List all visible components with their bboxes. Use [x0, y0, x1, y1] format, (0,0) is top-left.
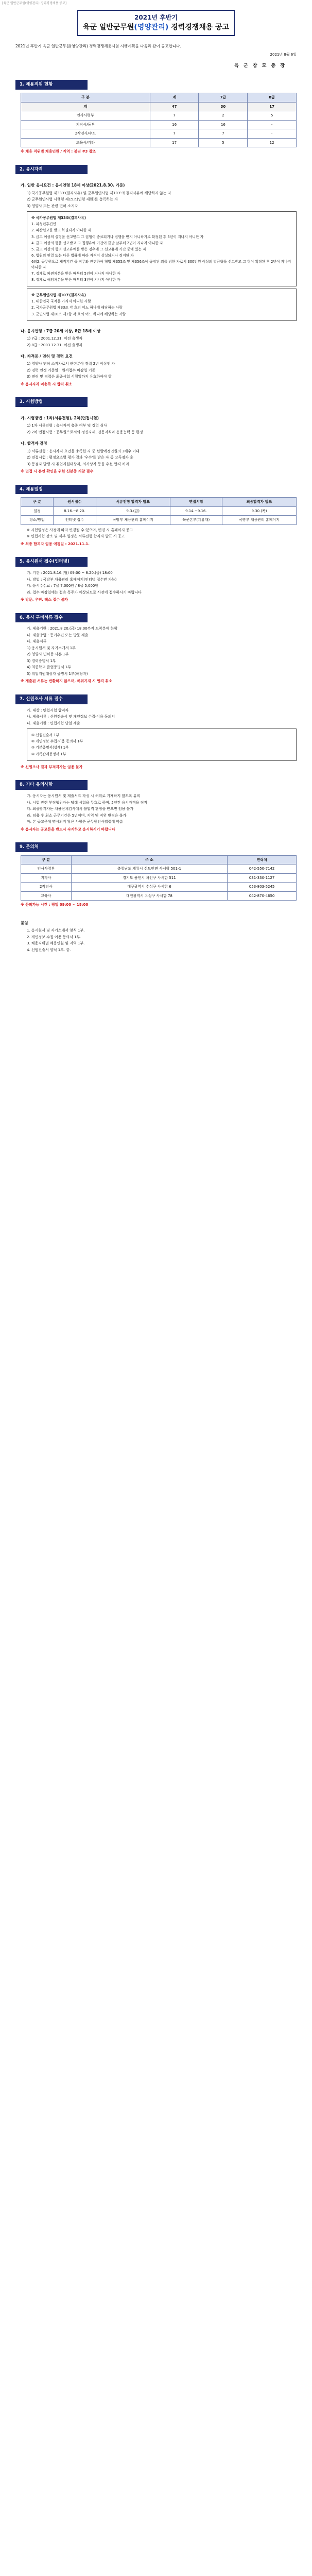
s3-sub1: 가. 시험방법 : 1차(서류전형), 2차(면접시험) [21, 416, 99, 421]
column-header: 주 소 [71, 855, 227, 865]
table-cell: 16 [199, 120, 248, 129]
section-heading-5: 5. 응시원서 접수(인터넷) [15, 557, 88, 567]
table-cell: 장소/방법 [21, 516, 54, 525]
section-body-4 [0, 494, 312, 547]
section-2-note: ※ 응시자격 미충족 시 합격 취소 [21, 382, 73, 386]
table-cell: 교육사 [21, 891, 72, 901]
text-line: 나. 제출서류 : 신원진술서 및 개인정보 수집·이용 동의서 [27, 715, 115, 719]
section-body-5 [0, 567, 312, 603]
text-line: 2. 개인정보 수집·이용 동의서 1부. [27, 935, 81, 939]
s2-sub2: 나. 응시연령 : 7급 20세 이상, 8급 18세 이상 [21, 328, 101, 333]
table-cell: 12 [248, 138, 297, 147]
table-cell: 교육사/기타 [21, 138, 150, 147]
text-line: 5) 취업지원대상자 증명서 1부(해당자) [27, 671, 88, 676]
page-title [81, 22, 231, 33]
section-4-note: ※ 최종 합격자 임용 예정일 : 2021.11.1. [21, 541, 90, 546]
table-cell: 2 [199, 111, 248, 121]
table-row [21, 129, 297, 139]
text-line: 3) 경력증명서 1부 [27, 658, 56, 663]
table-cell: 국방부 채용관리 홈페이지 [96, 516, 170, 525]
s3-sub2: 나. 합격자 결정 [21, 441, 47, 446]
column-header: 7급 [199, 93, 248, 103]
text-line: 1. 피성년후견인 [31, 222, 57, 227]
section-body-7 [0, 704, 312, 770]
text-line: 2) 8급 : 2003.12.31. 이전 출생자 [27, 343, 82, 347]
table-cell: 2작전사/수도 [21, 129, 150, 139]
contact-table [21, 855, 297, 901]
column-header: 구 분 [21, 855, 72, 865]
column-header: 면접시험 [170, 498, 222, 507]
section-6-note: ※ 제출된 서류는 반환하지 않으며, 허위기재 시 합격 취소 [21, 679, 112, 684]
text-line: 라. 임용 후 최소 근무기간은 5년이며, 지역 및 직위 변경은 불가 [27, 813, 127, 818]
table-cell: 9.3.(금) [96, 506, 170, 516]
text-line: 다. 최종합격자는 채용신체검사에서 불합격 판정을 받으면 임용 불가 [27, 807, 134, 811]
table-cell: 인터넷 접수 [53, 516, 96, 525]
table-cell: 17 [150, 138, 199, 147]
table-cell: 053-803-5245 [228, 883, 297, 892]
text-line: 7. 징계로 파면처분을 받은 때부터 5년이 지나지 아니한 자 [31, 271, 120, 276]
section-heading-4: 4. 채용일정 [15, 485, 88, 495]
text-line: 1) 서류전형 : 응시자격 요건을 충족한 자 중 선발예정인원의 3배수 이내 [27, 449, 140, 453]
column-header: 연락처 [228, 855, 297, 865]
table-row [21, 891, 297, 901]
text-line: 4. 금고 이상의 형을 선고받고 그 집행유예 기간이 끝난 날부터 2년이 지나지 아니한 자 [31, 241, 163, 245]
text-line: 4. 신원진술서 양식 1부. 끝. [27, 947, 71, 952]
text-line: 3. 군인사법 제10조 제2항 각 호의 어느 하나에 해당하는 사람 [31, 312, 126, 316]
text-line: 나. 방법 : 국방부 채용관리 홈페이지(인터넷 접수만 가능) [27, 577, 117, 582]
table-cell: 경기도 용인시 처인구 사서함 511 [71, 873, 227, 883]
column-header: 원서접수 [53, 498, 96, 507]
table-cell: 대구광역시 수성구 사서함 6 [71, 883, 227, 892]
text-line: ※ 시험일정은 사정에 따라 변경될 수 있으며, 변경 시 홈페이지 공고 [27, 528, 133, 532]
column-header: 서류전형 합격자 발표 [96, 498, 170, 507]
table-cell: 2작전사 [21, 883, 72, 892]
text-line: 나. 제출방법 : 등기우편 또는 방문 제출 [27, 633, 89, 637]
table-cell: 5 [248, 111, 297, 121]
section-body-1 [0, 90, 312, 155]
box2-title: ※ 군무원인사법 제10조(결격사유) [31, 293, 86, 298]
table-cell: 16 [150, 120, 199, 129]
text-line: 6. 법원의 판결 또는 다른 법률에 따라 자격이 상실되거나 정지된 자 [31, 253, 134, 258]
table-cell: 계 [21, 102, 150, 111]
text-line: 1) 국가공무원법 제33조(결격사유) 및 군무원인사법 제10조의 결격사유에 해당하지 않는 자 [27, 191, 171, 195]
disqualification-box-2 [27, 289, 297, 321]
text-line: 1) 1차 서류전형 : 응시자격 충족 여부 및 경력 심사 [27, 423, 107, 428]
documents-box [27, 728, 297, 761]
table-cell: 지작사 [21, 873, 72, 883]
section-9-note: ※ 문의가능 시간 : 평일 09:00 ~ 18:00 [21, 903, 89, 907]
table-row [21, 516, 297, 525]
section-body-3 [0, 407, 312, 474]
text-line: 다. 제출서류 [27, 639, 47, 644]
text-line: 3) 영양사 또는 관련 면허 소지자 [27, 204, 78, 208]
text-line: 2. 국가공무원법 제33조 각 호의 어느 하나에 해당하는 사람 [31, 306, 123, 310]
table-cell: 대전광역시 유성구 사서함 78 [71, 891, 227, 901]
section-8-note: ※ 응시자는 공고문을 반드시 숙지하고 응시하시기 바랍니다 [21, 827, 115, 832]
table-row [21, 873, 297, 883]
table-cell: 인사사령부 [21, 865, 72, 874]
table-row [21, 120, 297, 129]
text-line: ② 개인정보 수집·이용 동의서 1부 [31, 739, 83, 744]
table-cell: 031-330-1127 [228, 873, 297, 883]
table-cell: 7 [150, 129, 199, 139]
attachments [0, 908, 312, 953]
table-cell: 인사사령부 [21, 111, 150, 121]
text-line: 2) 영양사 면허증 사본 1부 [27, 652, 69, 657]
column-header: 최종합격자 발표 [222, 498, 296, 507]
table-cell: 9.30.(목) [222, 506, 296, 516]
table-cell: 30 [199, 102, 248, 111]
table-cell: 국방부 채용관리 홈페이지 [222, 516, 296, 525]
table-cell: 47 [150, 102, 199, 111]
text-line: 다. 응시수수료 : 7급 7,000원 / 8급 5,000원 [27, 584, 99, 588]
table-row [21, 102, 297, 111]
text-line: 라. 접수 마감일에는 접속 폭주가 예상되므로 사전에 접수하시기 바랍니다 [27, 590, 142, 595]
title-suffix: 경력경쟁채용 공고 [168, 23, 230, 31]
text-line: 3) 면허 및 경력은 최종시험 시행일까지 유효하여야 함 [27, 375, 112, 379]
text-line: 마. 본 공고문에 명시되지 않은 사항은 군무원인사법령에 따름 [27, 820, 123, 824]
section-1-note: ※ 채용 직위별 채용인원 / 지역 : 붙임 #3 참조 [21, 149, 96, 154]
section-heading-3: 3. 시험방법 [15, 397, 88, 407]
text-line: 가. 기간 : 2021.8.16.(월) 09:00 ~ 8.20.(금) 18:00 [27, 571, 113, 575]
section-heading-8: 8. 기타 유의사항 [15, 780, 88, 790]
table-cell: - [248, 129, 297, 139]
text-line: 2) 경력 인정 기준일 : 원서접수 마감일 기준 [27, 368, 96, 372]
text-line: 가. 대상 : 면접시험 합격자 [27, 708, 69, 713]
table-cell: 5 [199, 138, 248, 147]
attachments-heading: 붙임 [21, 920, 28, 925]
positions-table [21, 93, 297, 147]
text-line: 2) 2차 면접시험 : 공무원으로서의 정신자세, 전문지식과 응용능력 등 평정 [27, 430, 143, 434]
s2-sub3: 다. 자격증 / 면허 및 경력 요건 [21, 354, 73, 359]
table-cell: 7 [199, 129, 248, 139]
title-highlight: (영양관리) [134, 23, 169, 31]
section-heading-6: 6. 응시 구비서류 접수 [15, 613, 88, 623]
column-header: 구 분 [21, 498, 54, 507]
section-body-8 [0, 790, 312, 832]
column-header: 구 분 [21, 93, 150, 103]
table-cell: 7 [150, 111, 199, 121]
text-line: 1. 대한민국 국적을 가지지 아니한 사람 [31, 299, 91, 304]
text-line: 2) 군무원인사법 시행령 제15조(연령 제한)를 충족하는 자 [27, 197, 118, 201]
title-box [77, 10, 235, 36]
text-line: 가. 제출기한 : 2021.8.20.(금) 18:00까지 도착분에 한함 [27, 626, 118, 631]
text-line: 다. 제출기한 : 면접시험 당일 제출 [27, 721, 80, 725]
section-body-2 [0, 174, 312, 387]
section-3-note: ※ 면접 시 본인 확인을 위한 신분증 지참 필수 [21, 469, 94, 474]
table-row [21, 506, 297, 516]
text-line: 3. 금고 이상의 실형을 선고받고 그 집행이 종료되거나 집행을 받지 아니하기로 확정된 후 5년이 지나지 아니한 자 [31, 234, 204, 239]
text-line: 나. 시험 관련 부정행위자는 당해 시험을 무효로 하며, 5년간 응시자격을 정지 [27, 800, 148, 805]
text-line: 6의2. 공무원으로 재직기간 중 직무와 관련하여 형법 제355조 및 제356조에 규정된 죄를 범한 자로서 300만원 이상의 벌금형을 선고받고 그 형이 확정된 후 2년이 지나지 아니한 자 [31, 260, 291, 269]
table-cell: 042-550-7142 [228, 865, 297, 874]
text-line: 2) 면접시험 : 평정요소별 평가 결과 '우수'를 받은 자 중 고득점자 순 [27, 455, 133, 460]
table-cell: 지작사/동부 [21, 120, 150, 129]
table-row [21, 865, 297, 874]
intro-org: 육 군 참 모 총 장 [234, 63, 286, 69]
column-header: 계 [150, 93, 199, 103]
table-cell: 8.16.~8.20. [53, 506, 96, 516]
text-line: 5. 금고 이상의 형의 선고유예를 받은 경우에 그 선고유예 기간 중에 있는 자 [31, 247, 146, 251]
table-cell: 일정 [21, 506, 54, 516]
table-cell: 17 [248, 102, 297, 111]
header-note: [육군 일반군무원(영양관리) 경력경쟁채용 공고] [2, 2, 67, 5]
section-heading-7: 7. 신원조사 서류 접수 [15, 694, 88, 704]
title-prefix: 육군 일반군무원 [82, 23, 134, 31]
intro-text: 2021년 후반기 육군 일반군무원(영양관리) 경력경쟁채용시험 시행계획을 다음과 같이 공고합니다. [15, 44, 181, 48]
table-cell: 충청남도 계룡시 신도안면 사서함 501-1 [71, 865, 227, 874]
text-line: 4) 최종학교 졸업증명서 1부 [27, 665, 71, 670]
table-row [21, 138, 297, 147]
section-heading-1: 1. 채용직위 현황 [15, 80, 88, 90]
section-7-note: ※ 신원조사 결과 부적격자는 임용 불가 [21, 765, 83, 769]
text-line: 3. 채용직위별 채용인원 및 지역 1부. [27, 941, 85, 946]
section-heading-2: 2. 응시자격 [15, 165, 88, 175]
box-title: ※ 국가공무원법 제33조(결격사유) [31, 216, 86, 220]
table-cell: - [248, 120, 297, 129]
title-top: 2021년 후반기 [134, 14, 178, 21]
text-line: ① 신원진술서 1부 [31, 733, 60, 738]
text-line: 1. 응시원서 및 자기소개서 양식 1부. [27, 928, 85, 933]
section-body-9 [0, 852, 312, 908]
text-line: 1) 7급 : 2001.12.31. 이전 출생자 [27, 336, 82, 341]
text-line: ④ 가족관계증명서 1부 [31, 752, 66, 756]
table-row [21, 111, 297, 121]
section-5-note: ※ 방문, 우편, 팩스 접수 불가 [21, 598, 68, 602]
section-heading-9: 9. 문의처 [15, 842, 88, 852]
text-line: 8. 징계로 해임처분을 받은 때부터 3년이 지나지 아니한 자 [31, 277, 120, 282]
s2-sub1: 가. 일반 응시요건 : 응시연령 18세 이상(2021.8.30. 기준) [21, 183, 125, 188]
table-row [21, 883, 297, 892]
schedule-table [21, 497, 297, 525]
column-header: 8급 [248, 93, 297, 103]
text-line: 가. 응시자는 응시원서 및 제출서류 작성 시 허위로 기재하지 않도록 유의 [27, 794, 141, 799]
text-line: 1) 영양사 면허 소지자로서 관련분야 경력 2년 이상인 자 [27, 362, 115, 366]
text-line: 1) 응시원서 및 자기소개서 1부 [27, 646, 76, 650]
disqualification-box [27, 211, 297, 286]
table-cell: 042-870-4650 [228, 891, 297, 901]
text-line: ③ 기본증명서(상세) 1부 [31, 745, 69, 750]
section-body-6 [0, 622, 312, 684]
text-line: ※ 면접시험 장소 및 세부 일정은 서류전형 합격자 발표 시 공고 [27, 534, 125, 539]
text-line: 3) 동점자 발생 시 취업지원대상자, 의사상자 등을 우선 합격 처리 [27, 462, 129, 466]
table-cell: 육군본부(계룡대) [170, 516, 222, 525]
intro-date: 2021년 8월 6일 [270, 53, 297, 57]
text-line: 2. 파산선고를 받고 복권되지 아니한 자 [31, 228, 91, 233]
table-cell: 9.14.~9.16. [170, 506, 222, 516]
